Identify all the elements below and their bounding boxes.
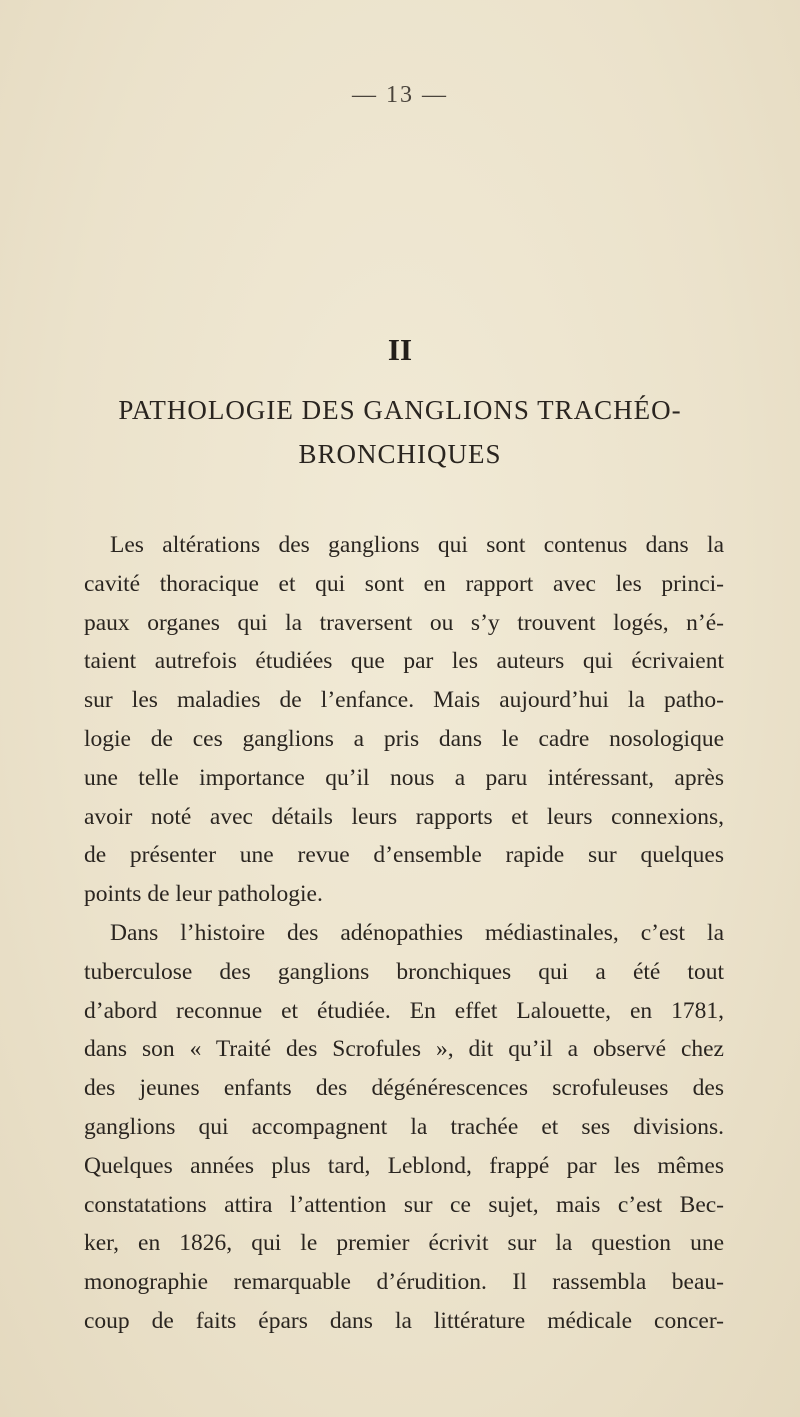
text-line: taient autrefois étudiées que par les auteurs qui écrivaient [84, 648, 724, 675]
text-line: constatations attira l’attention sur ce sujet, mais c’est Bec- [84, 1191, 724, 1218]
chapter-title-line: PATHOLOGIE DES GANGLIONS TRACHÉO- [118, 395, 682, 425]
paragraph-2 [84, 914, 724, 1341]
text-line: sur les maladies de l’enfance. Mais aujourd’hui la patho- [84, 687, 724, 714]
chapter-number: II [387, 332, 413, 367]
text-line: une telle importance qu’il nous a paru intéressant, après [84, 764, 724, 791]
text-line: tuberculose des ganglions bronchiques qui a été tout [84, 958, 724, 985]
chapter-title-line: BRONCHIQUES [298, 439, 502, 469]
text-line: avoir noté avec détails leurs rapports et leurs connexions, [84, 803, 724, 830]
text-line: ganglions qui accompagnent la trachée et ses divisions. [84, 1113, 724, 1140]
text-line: Dans l’histoire des adénopathies médiastinales, c’est la [110, 919, 724, 946]
text-line: monographie remarquable d’érudition. Il rassembla beau- [84, 1269, 724, 1296]
text-line: cavité thoracique et qui sont en rapport avec les princi- [84, 570, 724, 597]
text-line: points de leur pathologie. [84, 881, 323, 908]
text-line: Les altérations des ganglions qui sont contenus dans la [110, 532, 724, 558]
text-line: dans son « Traité des Scrofules », dit qu’il a observé chez [84, 1036, 724, 1063]
text-line: Quelques années plus tard, Leblond, frappé par les mêmes [84, 1152, 724, 1179]
text-line: ker, en 1826, qui le premier écrivit sur la question une [84, 1230, 724, 1257]
text-line: coup de faits épars dans la littérature médicale concer- [84, 1307, 724, 1334]
text-line: des jeunes enfants des dégénérescences scrofuleuses des [84, 1075, 724, 1102]
body-text [84, 526, 724, 1341]
chapter-title [0, 388, 800, 476]
text-line: logie de ces ganglions a pris dans le cadre nosologique [84, 725, 724, 752]
text-line: paux organes qui la traversent ou s’y trouvent logés, n’é- [84, 609, 724, 636]
page-number: — 13 — [352, 82, 448, 108]
paragraph-1 [84, 526, 724, 914]
text-line: de présenter une revue d’ensemble rapide sur quelques [84, 842, 724, 869]
text-line: d’abord reconnue et étudiée. En effet Lalouette, en 1781, [84, 997, 724, 1024]
